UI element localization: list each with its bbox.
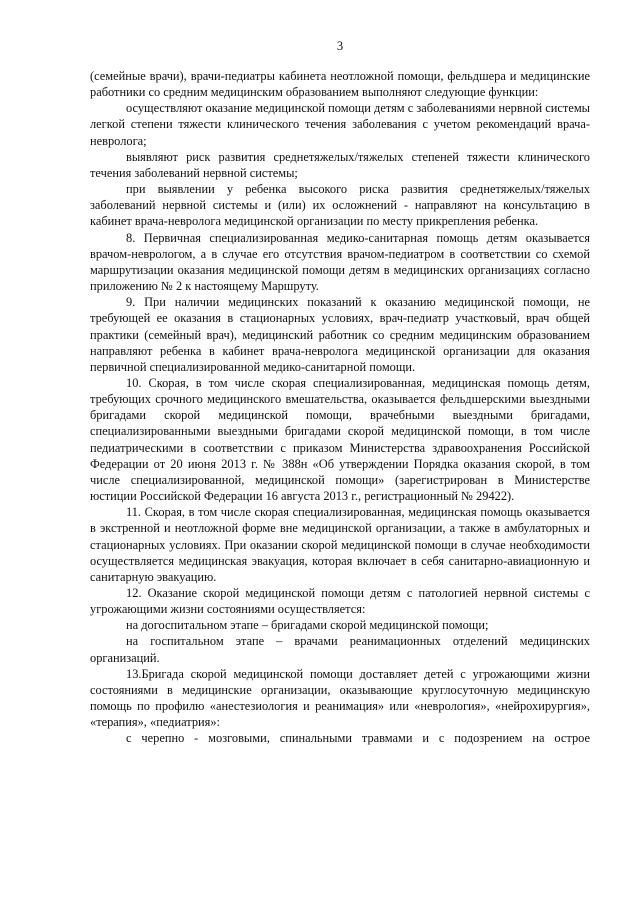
paragraph-item-8: 8. Первичная специализированная медико-санитарная помощь детям оказывается врачом-неврологом, а в случае его отсутствия врачом-педиатром в соответствии со схемой маршрутизации оказания медицинской помощи детям в медицинских организациях согласно приложению № 2 к настоящему Маршруту. (90, 230, 590, 294)
document-page (90, 38, 590, 747)
page-number: 3 (336, 39, 344, 53)
paragraph-function-referral: при выявлении у ребенка высокого риска развития среднетяжелых/тяжелых заболеваний нервной системы и (или) их осложнений - направляют на консультацию в кабинет врача-невролога медицинской организации по месту прикрепления ребенка. (90, 182, 590, 229)
paragraph-intro-continuation: (семейные врачи), врачи-педиатры кабинета неотложной помощи, фельдшера и медицинские работники со средним медицинским образованием выполняют следующие функции: (90, 69, 590, 100)
paragraph-item-13: 13.Бригада скорой медицинской помощи доставляет детей с угрожающими жизни состояниями в медицинские организации, оказывающие круглосуточную медицинскую помощь по профилю «анестезиология и реанимация» или «неврология», «нейрохирургия», «терапия», «педиатрия»: (90, 666, 590, 730)
paragraph-item-12: 12. Оказание скорой медицинской помощи детям с патологией нервной системы с угрожающими жизни состояниями осуществляется: (90, 586, 590, 617)
paragraph-hospital: на госпитальном этапе – врачами реанимационных отделений медицинских организаций. (90, 634, 590, 665)
paragraph-function-treatment: осуществляют оказание медицинской помощи детям с заболеваниями нервной системы легкой степени тяжести клинического течения заболевания с учетом рекомендаций врача-невролога; (90, 101, 590, 148)
paragraph-prehospital: на догоспитальном этапе – бригадами скорой медицинской помощи; (126, 618, 489, 633)
paragraph-function-risk: выявляют риск развития среднетяжелых/тяжелых степеней тяжести клинического течения заболеваний нервной системы; (90, 149, 590, 180)
paragraph-trauma-continued: с черепно - мозговыми, спинальными травмами и с подозрением на острое (126, 731, 590, 746)
paragraph-item-10: 10. Скорая, в том числе скорая специализированная, медицинская помощь детям, требующих срочного медицинского вмешательства, оказывается фельдшерскими выездными бригадами скорой медицинской помощи, врачебными выездными бригадами, специализированными выездными бригадами скорой медицинской помощи, в том числе педиатрическими в соответствии с приказом Министерства здравоохранения Российской Федерации от 20 июня 2013 г. № 388н «Об утверждении Порядка оказания скорой, в том числе специализированной, медицинской помощи» (зарегистрирован в Министерстве юстиции Российской Федерации 16 августа 2013 г., регистрационный № 29422). (90, 375, 590, 504)
paragraph-item-11: 11. Скорая, в том числе скорая специализированная, медицинская помощь оказывается в экстренной и неотложной форме вне медицинской организации, а также в амбулаторных и стационарных условиях. При оказании скорой медицинской помощи в случае необходимости осуществляется медицинская эвакуация, которая включает в себя санитарно-авиационную и санитарную эвакуацию. (90, 505, 590, 584)
paragraph-item-9: 9. При наличии медицинских показаний к оказанию медицинской помощи, не требующей ее оказания в стационарных условиях, врач-педиатр участковый, врач общей практики (семейный врач), медицинский работник со средним медицинским образованием направляют ребенка в кабинет врача-невролога медицинской организации для оказания первичной специализированной медико-санитарной помощи. (90, 295, 590, 374)
